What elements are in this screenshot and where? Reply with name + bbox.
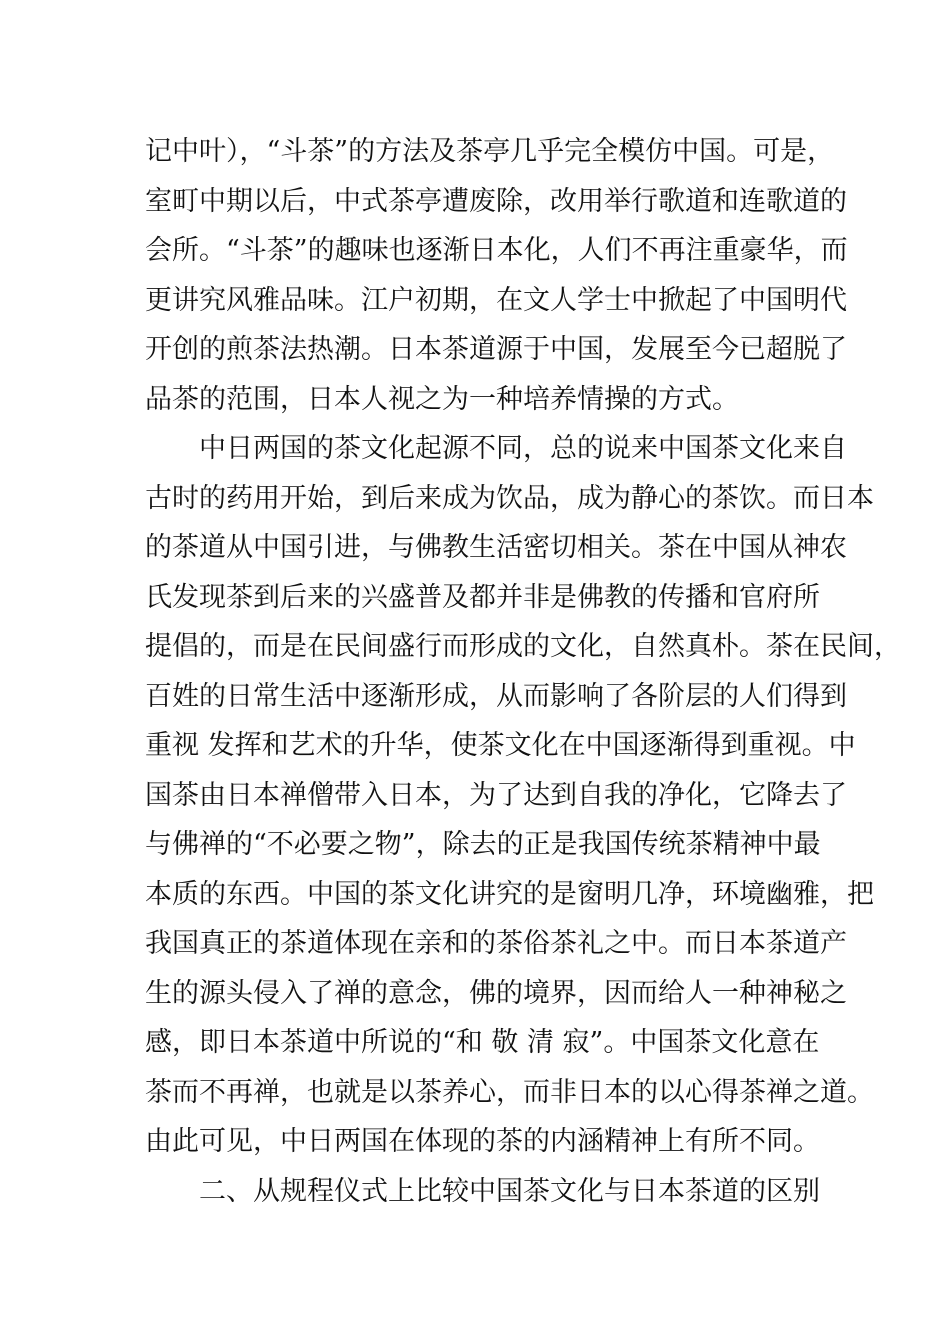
text-line: 本质的东西。中国的茶文化讲究的是窗明几净，环境幽雅，把 [145,878,874,910]
text-line: 的茶道从中国引进，与佛教生活密切相关。茶在中国从神农 [145,532,847,563]
text-line: 会所。“斗茶”的趣味也逐渐日本化，人们不再注重豪华，而 [145,235,848,266]
text-line: 开创的煎茶法热潮。日本茶道源于中国，发展至今已超脱了 [145,334,847,365]
text-line: 国茶由日本禅僧带入日本，为了达到自我的净化，它降去了 [145,779,847,811]
text-line: 感，即日本茶道中所说的“和 敬 清 寂”。中国茶文化意在 [145,1027,820,1058]
section-heading-text: 二、从规程仪式上比较中国茶文化与日本茶道的区别 [199,1175,820,1207]
text-line: 室町中期以后，中式茶亭遭废除，改用举行歌道和连歌道的 [145,185,847,217]
text-line: 中日两国的茶文化起源不同，总的说来中国茶文化来自 [199,433,847,464]
text-line: 氏发现茶到后来的兴盛普及都并非是佛教的传播和官府所 [145,581,820,613]
section-heading [145,1167,820,1217]
text-line: 更讲究风雅品味。江户初期，在文人学士中掀起了中国明代 [145,284,847,316]
text-line: 由此可见，中日两国在体现的茶的内涵精神上有所不同。 [145,1126,820,1157]
text-line: 提倡的，而是在民间盛行而形成的文化，自然真朴。茶在民间， [145,631,901,662]
text-line: 生的源头侵入了禅的意念，佛的境界，因而给人一种神秘之 [145,977,847,1009]
text-line: 记中叶），“斗茶”的方法及茶亭几乎完全模仿中国。可是， [145,136,835,167]
document-body [145,127,901,1216]
paragraph [145,127,848,424]
text-line: 百姓的日常生活中逐渐形成，从而影响了各阶层的人们得到 [145,680,847,712]
text-line: 古时的药用开始，到后来成为饮品，成为静心的茶饮。而日本 [145,482,874,514]
paragraph [145,424,901,1167]
text-line: 茶而不再禅，也就是以茶养心，而非日本的以心得茶禅之道。 [145,1076,874,1108]
text-line: 重视 发挥和艺术的升华，使茶文化在中国逐渐得到重视。中 [145,730,856,761]
text-line: 品茶的范围，日本人视之为一种培养情操的方式。 [145,383,739,415]
text-line: 与佛禅的“不必要之物”，除去的正是我国传统茶精神中最 [145,829,821,860]
text-line: 我国真正的茶道体现在亲和的茶俗茶礼之中。而日本茶道产 [145,928,847,959]
